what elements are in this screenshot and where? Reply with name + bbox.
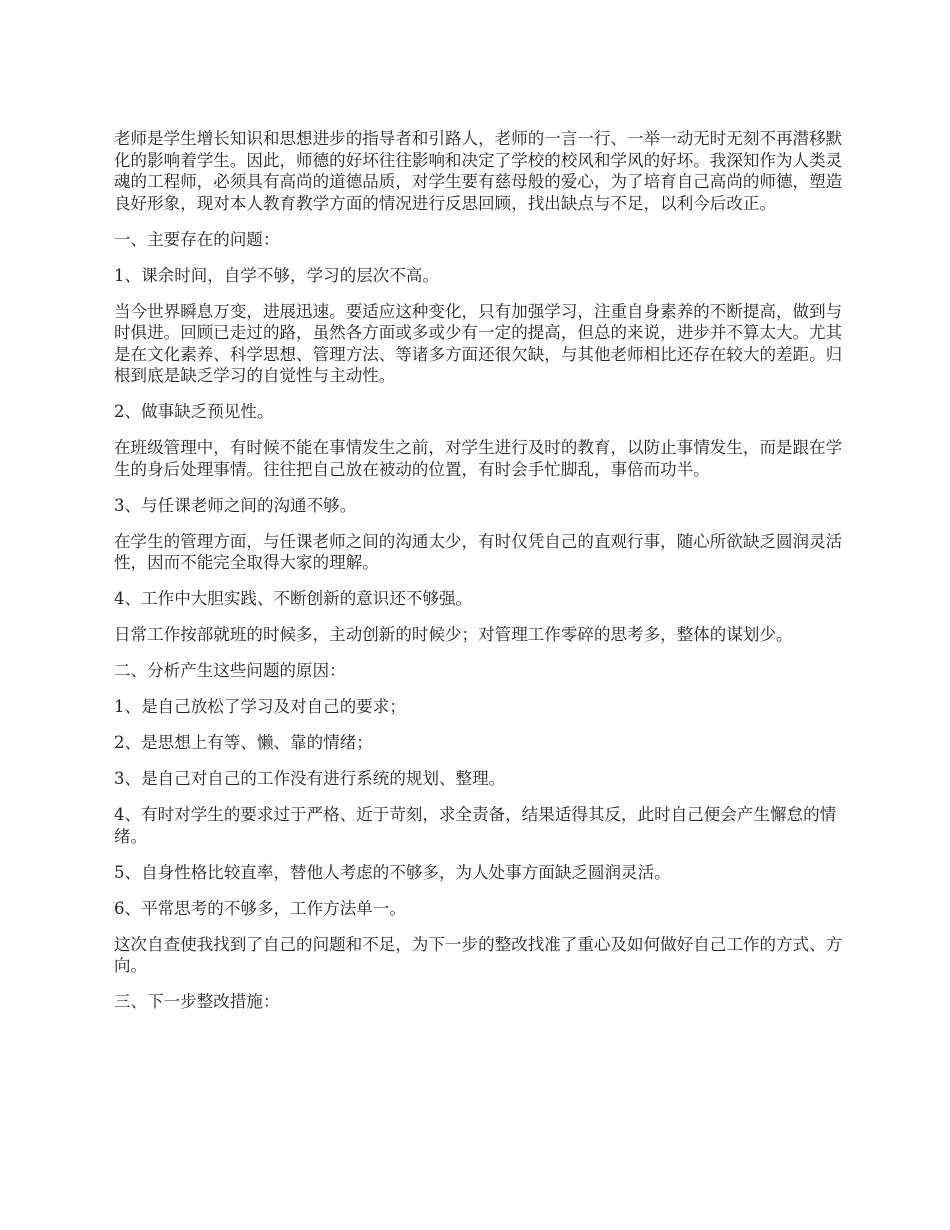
cause-5: 5、自身性格比较直率，替他人考虑的不够多，为人处事方面缺乏圆润灵活。 xyxy=(114,862,671,882)
problem-3-body: 在学生的管理方面，与任课老师之间的沟通太少，有时仅凭自己的直观行事，随心所欲缺乏圆润灵活性，因而不能完全取得大家的理解。 xyxy=(114,531,843,572)
section-heading-problems: 一、主要存在的问题： xyxy=(114,229,280,249)
problem-1-body: 当今世界瞬息万变，进展迅速。要适应这种变化，只有加强学习，注重自身素养的不断提高，做到与时俱进。回顾已走过的路，虽然各方面或多或少有一定的提高，但总的来说，进步并不算太大。尤其是在文化素养、科学思想、管理方法、等诸多方面还很欠缺，与其他老师相比还存在较大的差距。归根到底是缺乏学习的自觉性与主动性。 xyxy=(114,301,843,385)
problem-2-body: 在班级管理中，有时候不能在事情发生之前，对学生进行及时的教育，以防止事情发生，而是跟在学生的身后处理事情。往往把自己放在被动的位置，有时会手忙脚乱，事倍而功半。 xyxy=(114,438,843,479)
problem-4-title: 4、工作中大胆实践、不断创新的意识还不够强。 xyxy=(114,589,473,608)
intro-paragraph: 老师是学生增长知识和思想进步的指导者和引路人，老师的一言一行、一举一动无时无刻不再潜移默化的影响着学生。因此，师德的好坏往往影响和决定了学校的校风和学风的好坏。我深知作为人类灵魂的工程师，必须具有高尚的道德品质，对学生要有慈母般的爱心，为了培育自己高尚的师德，塑造良好形象，现对本人教育教学方面的情况进行反思回顾，找出缺点与不足，以利今后改正。 xyxy=(114,129,843,213)
section-heading-measures: 三、下一步整改措施： xyxy=(114,992,280,1011)
cause-6: 6、平常思考的不够多，工作方法单一。 xyxy=(114,898,406,918)
problem-1-title: 1、课余时间，自学不够，学习的层次不高。 xyxy=(114,265,439,285)
self-check-summary: 这次自查使我找到了自己的问题和不足，为下一步的整改找准了重心及如何做好自己工作的方式、方向。 xyxy=(114,934,843,975)
problem-2-title: 2、做事缺乏预见性。 xyxy=(114,402,274,421)
problem-4-body: 日常工作按部就班的时候多，主动创新的时候少；对管理工作零碎的思考多，整体的谋划少。 xyxy=(114,625,793,644)
cause-2: 2、是思想上有等、懒、靠的情绪； xyxy=(114,733,373,752)
cause-1: 1、是自己放松了学习及对自己的要求； xyxy=(114,697,406,716)
section-heading-causes: 二、分析产生这些问题的原因： xyxy=(114,661,346,680)
cause-4: 4、有时对学生的要求过于严格、近于苛刻，求全责备，结果适得其反，此时自己便会产生懈怠的情绪。 xyxy=(114,805,837,846)
document-page xyxy=(114,128,844,1027)
problem-3-title: 3、与任课老师之间的沟通不够。 xyxy=(114,495,357,515)
cause-3: 3、是自己对自己的工作没有进行系统的规划、整理。 xyxy=(114,769,506,788)
